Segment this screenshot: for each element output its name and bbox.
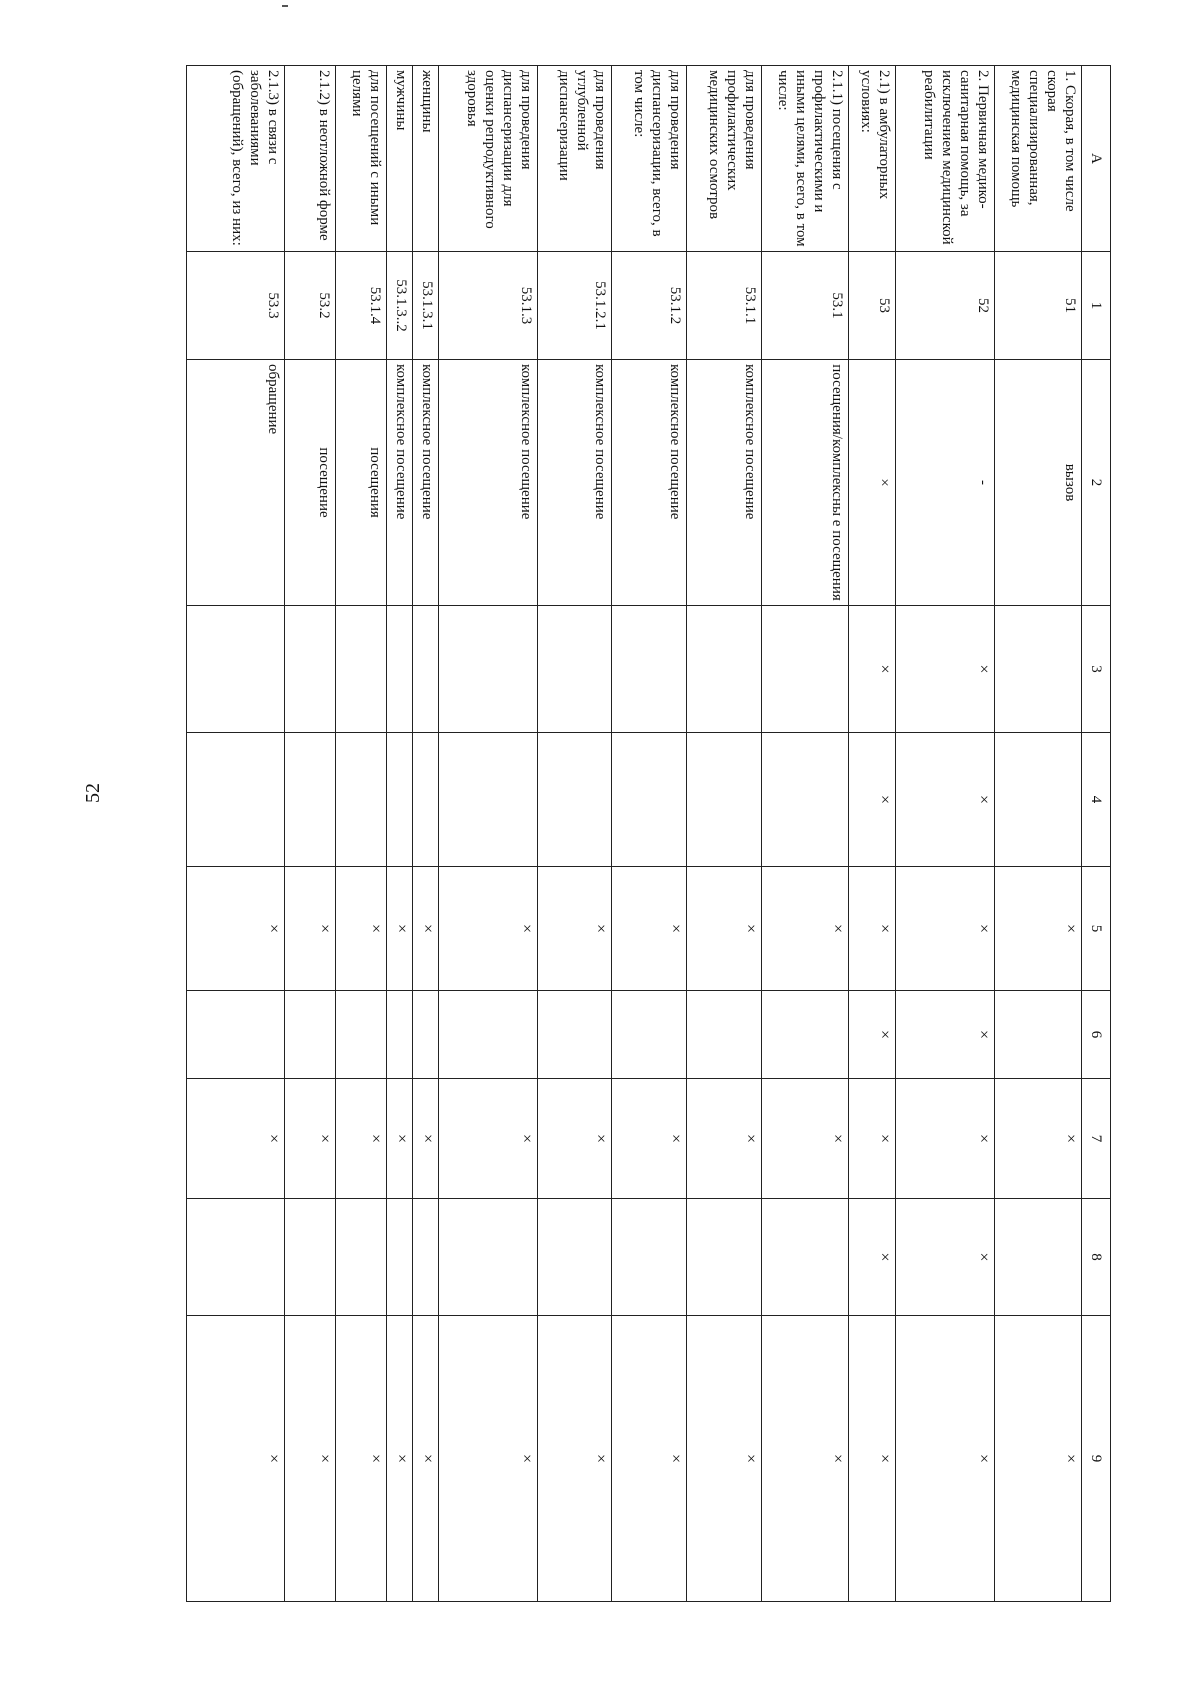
unit-cell: комплексное посещение [612,360,687,606]
row-label-cell: 2.1.2) в неотложной форме [284,66,335,252]
header-cell: 6 [1082,991,1111,1079]
unit-cell: комплексное посещение [438,360,537,606]
value-cell [994,1199,1081,1316]
value-cell: × [284,1079,335,1199]
row-code-cell: 53.1.4 [335,252,386,360]
row-code-cell: 53.1.3 [438,252,537,360]
value-cell [412,733,438,867]
value-cell: × [849,606,896,733]
value-cell [386,1199,412,1316]
value-cell [187,606,285,733]
unit-cell: посещение [284,360,335,606]
table-row [762,66,849,1602]
value-cell [687,1199,762,1316]
unit-cell: комплексное посещение [687,360,762,606]
unit-cell: комплексное посещение [412,360,438,606]
value-cell [284,606,335,733]
value-cell [994,991,1081,1079]
row-code-cell: 53.1.3..2 [386,252,412,360]
table-row [187,66,285,1602]
table-header-row [1082,66,1111,1602]
value-cell [412,1199,438,1316]
value-cell: × [849,867,896,991]
value-cell [537,606,612,733]
row-label-cell: 2.1.3) в связи с заболеваниями (обращений), всего, из них: [187,66,285,252]
value-cell: × [335,1316,386,1602]
value-cell: × [612,1316,687,1602]
value-cell [284,1199,335,1316]
value-cell [687,733,762,867]
value-cell: × [537,1079,612,1199]
value-cell [612,991,687,1079]
value-cell [762,733,849,867]
row-label-cell: женщины [412,66,438,252]
unit-cell: обращение [187,360,285,606]
row-code-cell: 53.2 [284,252,335,360]
header-cell: A [1082,66,1111,252]
value-cell [537,1199,612,1316]
value-cell [284,733,335,867]
value-cell: × [537,867,612,991]
value-cell: × [612,867,687,991]
row-label-cell: для проведения диспансеризации, всего, в том числе: [612,66,687,252]
value-cell [612,1199,687,1316]
row-label-cell: 2. Первичная медико-санитарная помощь, за исключением медицинской реабилитации [895,66,994,252]
row-code-cell: 53 [849,252,896,360]
value-cell: × [537,1316,612,1602]
row-code-cell: 53.3 [187,252,285,360]
unit-cell: - [895,360,994,606]
table-row [895,66,994,1602]
value-cell: × [895,606,994,733]
value-cell: × [386,1079,412,1199]
row-label-cell: для проведения углубленной диспансеризации [537,66,612,252]
value-cell [762,1199,849,1316]
value-cell [994,733,1081,867]
value-cell: × [187,1079,285,1199]
value-cell [386,991,412,1079]
value-cell [438,1199,537,1316]
value-cell: × [284,1316,335,1602]
value-cell: × [849,1316,896,1602]
scan-mark [282,5,288,7]
value-cell: × [438,1079,537,1199]
table-row [438,66,537,1602]
unit-cell: посещения [335,360,386,606]
value-cell: × [438,1316,537,1602]
value-cell: × [895,991,994,1079]
value-cell [187,733,285,867]
unit-cell: комплексное посещение [537,360,612,606]
value-cell: × [412,867,438,991]
unit-cell: посещения/комплексны е посещения [762,360,849,606]
value-cell: × [412,1079,438,1199]
value-cell [438,733,537,867]
row-code-cell: 52 [895,252,994,360]
table-row [386,66,412,1602]
value-cell: × [187,1316,285,1602]
row-label-cell: 2.1.1) посещения с профилактическими и иными целями, всего, в том числе: [762,66,849,252]
header-cell: 3 [1082,606,1111,733]
value-cell: × [994,867,1081,991]
value-cell: × [895,733,994,867]
row-label-cell: для проведения профилактических медицинских осмотров [687,66,762,252]
table-body [187,66,1082,1602]
row-label-cell: для посещений с иными целями [335,66,386,252]
data-table-container [186,65,1111,1601]
value-cell [335,733,386,867]
header-cell: 1 [1082,252,1111,360]
value-cell: × [687,867,762,991]
value-cell: × [612,1079,687,1199]
header-cell: 4 [1082,733,1111,867]
value-cell [335,606,386,733]
value-cell [537,733,612,867]
value-cell: × [762,1079,849,1199]
table-row [335,66,386,1602]
value-cell [612,606,687,733]
value-cell: × [335,867,386,991]
value-cell: × [895,1316,994,1602]
value-cell: × [386,867,412,991]
row-label-cell: 1. Скорая, в том числе скорая специализированная, медицинская помощь [994,66,1081,252]
unit-cell: × [849,360,896,606]
value-cell [687,606,762,733]
row-code-cell: 53.1 [762,252,849,360]
value-cell: × [849,991,896,1079]
row-code-cell: 53.1.3.1 [412,252,438,360]
value-cell: × [335,1079,386,1199]
table-row [284,66,335,1602]
header-cell: 9 [1082,1316,1111,1602]
value-cell [612,733,687,867]
value-cell: × [849,1079,896,1199]
value-cell [438,606,537,733]
value-cell [187,1199,285,1316]
value-cell: × [994,1316,1081,1602]
value-cell [537,991,612,1079]
value-cell [412,991,438,1079]
value-cell [284,991,335,1079]
value-cell: × [762,1316,849,1602]
value-cell [438,991,537,1079]
value-cell [412,606,438,733]
row-label-cell: 2.1) в амбулаторных условиях: [849,66,896,252]
value-cell [994,606,1081,733]
value-cell [386,733,412,867]
row-label-cell: мужчины [386,66,412,252]
row-code-cell: 53.1.2 [612,252,687,360]
value-cell [762,991,849,1079]
table-row [612,66,687,1602]
header-cell: 8 [1082,1199,1111,1316]
value-cell [762,606,849,733]
value-cell: × [412,1316,438,1602]
value-cell: × [762,867,849,991]
value-cell [187,991,285,1079]
header-cell: 7 [1082,1079,1111,1199]
value-cell: × [284,867,335,991]
header-cell: 2 [1082,360,1111,606]
row-label-cell: для проведения диспансеризации для оценки репродуктивного здоровья [438,66,537,252]
value-cell: × [687,1316,762,1602]
value-cell [687,991,762,1079]
table-row [994,66,1081,1602]
header-cell: 5 [1082,867,1111,991]
unit-cell: комплексное посещение [386,360,412,606]
value-cell: × [895,1199,994,1316]
value-cell [386,606,412,733]
value-cell: × [438,867,537,991]
table-row [412,66,438,1602]
value-cell: × [895,1079,994,1199]
row-code-cell: 53.1.2.1 [537,252,612,360]
page-number: 52 [82,783,104,803]
value-cell: × [386,1316,412,1602]
data-table [186,65,1111,1602]
table-row [687,66,762,1602]
unit-cell: вызов [994,360,1081,606]
table-row [849,66,896,1602]
value-cell: × [994,1079,1081,1199]
row-code-cell: 53.1.1 [687,252,762,360]
value-cell: × [849,1199,896,1316]
value-cell: × [895,867,994,991]
value-cell [335,991,386,1079]
row-code-cell: 51 [994,252,1081,360]
value-cell: × [849,733,896,867]
table-row [537,66,612,1602]
value-cell [335,1199,386,1316]
value-cell: × [687,1079,762,1199]
value-cell: × [187,867,285,991]
